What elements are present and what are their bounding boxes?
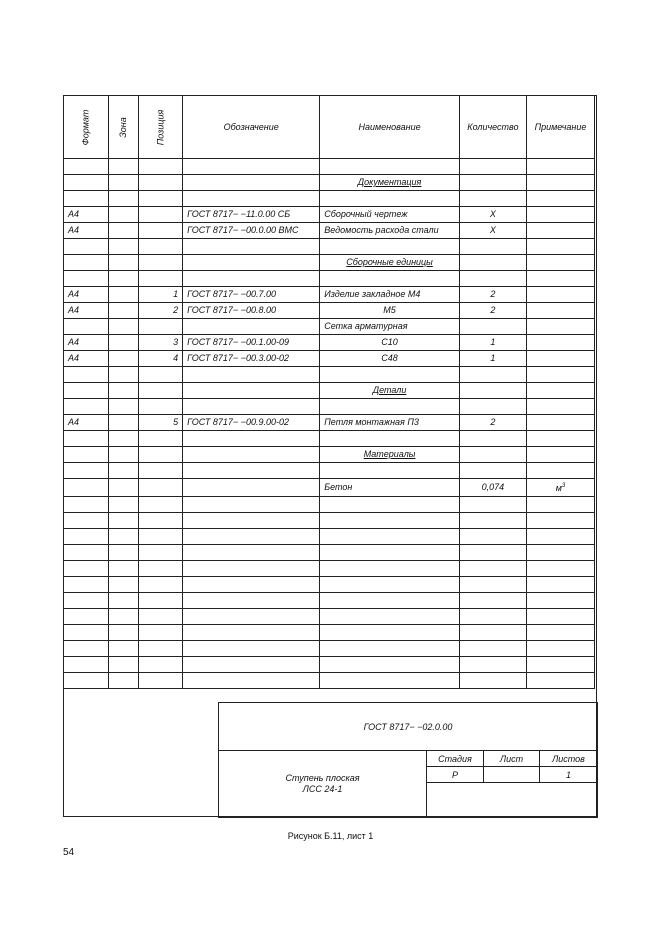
- cell-quantity: [459, 463, 526, 479]
- table-row: [64, 545, 595, 561]
- table-row: [64, 207, 595, 223]
- cell-format: [64, 447, 109, 463]
- sheet-value-cell: [483, 766, 540, 783]
- cell-designation: [183, 561, 320, 577]
- cell-designation: [183, 593, 320, 609]
- cell-format: [64, 431, 109, 447]
- cell-format: [64, 577, 109, 593]
- cell-note: [526, 335, 594, 351]
- cell-zone: [108, 577, 138, 593]
- cell-format: [64, 399, 109, 415]
- cell-zone: [108, 175, 138, 191]
- cell-format: [64, 513, 109, 529]
- cell-position: [138, 545, 183, 561]
- cell-zone: [108, 593, 138, 609]
- cell-name: [320, 513, 460, 529]
- cell-position: [138, 431, 183, 447]
- cell-format: А4: [64, 207, 109, 223]
- cell-name: [320, 625, 460, 641]
- cell-format: [64, 593, 109, 609]
- cell-name: [320, 561, 460, 577]
- cell-designation: [183, 367, 320, 383]
- header-designation: Обозначение: [183, 96, 320, 159]
- title-cell: [218, 750, 427, 818]
- cell-zone: [108, 447, 138, 463]
- cell-format: [64, 239, 109, 255]
- cell-note: [526, 415, 594, 431]
- cell-zone: [108, 255, 138, 271]
- cell-zone: [108, 431, 138, 447]
- table-row: [64, 383, 595, 399]
- cell-zone: [108, 641, 138, 657]
- cell-name: Ведомость расхода стали: [320, 223, 460, 239]
- cell-quantity: 1: [459, 335, 526, 351]
- cell-quantity: [459, 529, 526, 545]
- cell-note: [526, 159, 594, 175]
- cell-position: [138, 673, 183, 689]
- cell-zone: [108, 657, 138, 673]
- cell-note: [526, 529, 594, 545]
- cell-name: [320, 239, 460, 255]
- cell-name: [320, 673, 460, 689]
- cell-name: С48: [320, 351, 460, 367]
- cell-designation: [183, 497, 320, 513]
- cell-name: Изделие закладное М4: [320, 287, 460, 303]
- table-row: [64, 577, 595, 593]
- cell-note: [526, 657, 594, 673]
- cell-position: [138, 175, 183, 191]
- cell-format: [64, 271, 109, 287]
- cell-name: [320, 159, 460, 175]
- cell-note: [526, 383, 594, 399]
- cell-quantity: [459, 497, 526, 513]
- cell-designation: [183, 319, 320, 335]
- cell-note: [526, 561, 594, 577]
- table-row: [64, 593, 595, 609]
- cell-zone: [108, 609, 138, 625]
- cell-quantity: 2: [459, 303, 526, 319]
- organization-cell: [426, 782, 598, 818]
- cell-quantity: [459, 175, 526, 191]
- cell-note: [526, 191, 594, 207]
- cell-format: [64, 383, 109, 399]
- table-row: [64, 351, 595, 367]
- stage-value-cell: Р: [426, 766, 484, 783]
- cell-quantity: [459, 513, 526, 529]
- cell-note: [526, 673, 594, 689]
- cell-note: $м^3$: [526, 479, 594, 497]
- cell-name: Сборочные единицы: [320, 255, 460, 271]
- cell-zone: [108, 239, 138, 255]
- cell-zone: [108, 561, 138, 577]
- cell-position: [138, 271, 183, 287]
- cell-position: [138, 497, 183, 513]
- title-block: [218, 702, 598, 818]
- sheet-label-cell: Лист: [483, 750, 540, 767]
- cell-quantity: [459, 673, 526, 689]
- table-row: [64, 447, 595, 463]
- cell-quantity: Х: [459, 207, 526, 223]
- cell-note: [526, 303, 594, 319]
- cell-zone: [108, 545, 138, 561]
- cell-note: [526, 641, 594, 657]
- cell-note: [526, 577, 594, 593]
- cell-designation: ГОСТ 8717− −00.0.00 ВМС: [183, 223, 320, 239]
- title-line-1: Ступень плоская: [285, 773, 360, 783]
- cell-designation: [183, 545, 320, 561]
- table-row: [64, 271, 595, 287]
- cell-format: [64, 479, 109, 497]
- cell-format: [64, 609, 109, 625]
- cell-note: [526, 497, 594, 513]
- cell-name: [320, 191, 460, 207]
- cell-designation: [183, 271, 320, 287]
- cell-note: [526, 593, 594, 609]
- cell-quantity: [459, 625, 526, 641]
- table-row: [64, 239, 595, 255]
- cell-position: [138, 609, 183, 625]
- cell-position: [138, 399, 183, 415]
- cell-name: Сетка арматурная: [320, 319, 460, 335]
- cell-name: М5: [320, 303, 460, 319]
- cell-quantity: [459, 383, 526, 399]
- cell-zone: [108, 159, 138, 175]
- cell-zone: [108, 383, 138, 399]
- cell-zone: [108, 479, 138, 497]
- cell-name: [320, 529, 460, 545]
- cell-name: [320, 431, 460, 447]
- sheets-label-cell: Листов: [539, 750, 598, 767]
- cell-quantity: [459, 447, 526, 463]
- cell-designation: ГОСТ 8717− −00.8.00: [183, 303, 320, 319]
- cell-quantity: [459, 545, 526, 561]
- cell-zone: [108, 319, 138, 335]
- cell-designation: [183, 159, 320, 175]
- cell-position: [138, 207, 183, 223]
- cell-note: [526, 351, 594, 367]
- cell-note: [526, 367, 594, 383]
- cell-quantity: [459, 657, 526, 673]
- cell-position: [138, 239, 183, 255]
- cell-designation: [183, 191, 320, 207]
- cell-note: [526, 223, 594, 239]
- cell-format: [64, 191, 109, 207]
- table-row: [64, 175, 595, 191]
- cell-position: [138, 159, 183, 175]
- cell-zone: [108, 287, 138, 303]
- cell-position: [138, 255, 183, 271]
- cell-designation: [183, 657, 320, 673]
- cell-designation: ГОСТ 8717− −00.1.00-09: [183, 335, 320, 351]
- cell-format: А4: [64, 335, 109, 351]
- cell-designation: ГОСТ 8717− −11.0.00 СБ: [183, 207, 320, 223]
- cell-zone: [108, 497, 138, 513]
- cell-designation: [183, 625, 320, 641]
- cell-name: [320, 399, 460, 415]
- cell-position: [138, 383, 183, 399]
- cell-name: [320, 657, 460, 673]
- cell-zone: [108, 529, 138, 545]
- cell-name: [320, 577, 460, 593]
- cell-designation: [183, 255, 320, 271]
- cell-note: [526, 271, 594, 287]
- table-row: [64, 399, 595, 415]
- cell-note: [526, 239, 594, 255]
- doc-code: ГОСТ 8717− −02.0.00: [363, 722, 453, 732]
- cell-zone: [108, 367, 138, 383]
- table-row: [64, 303, 595, 319]
- cell-zone: [108, 223, 138, 239]
- cell-format: [64, 657, 109, 673]
- cell-position: [138, 447, 183, 463]
- cell-designation: ГОСТ 8717− −00.7.00: [183, 287, 320, 303]
- cell-format: [64, 367, 109, 383]
- cell-format: [64, 561, 109, 577]
- cell-name: Бетон: [320, 479, 460, 497]
- cell-note: [526, 447, 594, 463]
- cell-format: [64, 673, 109, 689]
- cell-format: [64, 159, 109, 175]
- cell-zone: [108, 351, 138, 367]
- cell-zone: [108, 335, 138, 351]
- header-quantity: Количество: [459, 96, 526, 159]
- cell-name: Детали: [320, 383, 460, 399]
- header-name: Наименование: [320, 96, 460, 159]
- cell-zone: [108, 625, 138, 641]
- cell-position: [138, 593, 183, 609]
- cell-position: 5: [138, 415, 183, 431]
- cell-note: [526, 463, 594, 479]
- cell-name: [320, 545, 460, 561]
- cell-name: [320, 609, 460, 625]
- stage-label-cell: Стадия: [426, 750, 484, 767]
- cell-position: [138, 463, 183, 479]
- figure-caption: Рисунок Б.11, лист 1: [287, 831, 374, 841]
- cell-designation: ГОСТ 8717− −00.3.00-02: [183, 351, 320, 367]
- cell-name: [320, 497, 460, 513]
- table-row: [64, 191, 595, 207]
- cell-note: [526, 609, 594, 625]
- cell-quantity: 1: [459, 351, 526, 367]
- sheets-value-cell: 1: [539, 766, 598, 783]
- cell-quantity: [459, 159, 526, 175]
- cell-quantity: Х: [459, 223, 526, 239]
- page-number: 54: [63, 847, 75, 858]
- cell-designation: [183, 577, 320, 593]
- cell-designation: [183, 479, 320, 497]
- cell-quantity: [459, 239, 526, 255]
- cell-name: [320, 641, 460, 657]
- cell-note: [526, 175, 594, 191]
- doc-code-cell: [218, 702, 598, 751]
- cell-designation: ГОСТ 8717− −00.9.00-02: [183, 415, 320, 431]
- cell-format: [64, 319, 109, 335]
- cell-designation: [183, 175, 320, 191]
- table-row: [64, 431, 595, 447]
- cell-position: [138, 513, 183, 529]
- cell-position: 4: [138, 351, 183, 367]
- cell-name: С10: [320, 335, 460, 351]
- table-row: [64, 463, 595, 479]
- cell-note: [526, 625, 594, 641]
- table-row: [64, 513, 595, 529]
- cell-designation: [183, 383, 320, 399]
- cell-position: [138, 577, 183, 593]
- table-row: [64, 529, 595, 545]
- cell-zone: [108, 399, 138, 415]
- cell-name: [320, 593, 460, 609]
- cell-zone: [108, 673, 138, 689]
- cell-quantity: [459, 431, 526, 447]
- cell-position: [138, 223, 183, 239]
- table-row: [64, 415, 595, 431]
- specification-sheet: [63, 95, 597, 817]
- cell-name: [320, 271, 460, 287]
- cell-position: [138, 657, 183, 673]
- table-row: [64, 625, 595, 641]
- cell-note: [526, 319, 594, 335]
- cell-designation: [183, 513, 320, 529]
- cell-quantity: 2: [459, 287, 526, 303]
- cell-note: [526, 513, 594, 529]
- cell-position: [138, 191, 183, 207]
- cell-quantity: [459, 609, 526, 625]
- cell-quantity: [459, 399, 526, 415]
- cell-designation: [183, 529, 320, 545]
- cell-format: [64, 529, 109, 545]
- cell-format: [64, 625, 109, 641]
- table-row: [64, 319, 595, 335]
- cell-position: [138, 529, 183, 545]
- table-row: [64, 479, 595, 497]
- cell-format: [64, 463, 109, 479]
- cell-name: [320, 463, 460, 479]
- cell-position: [138, 625, 183, 641]
- cell-position: [138, 561, 183, 577]
- cell-name: Петля монтажная П3: [320, 415, 460, 431]
- cell-format: [64, 255, 109, 271]
- cell-quantity: 2: [459, 415, 526, 431]
- cell-designation: [183, 673, 320, 689]
- cell-quantity: [459, 191, 526, 207]
- table-row: [64, 159, 595, 175]
- table-row: [64, 609, 595, 625]
- cell-zone: [108, 415, 138, 431]
- cell-name: Материалы: [320, 447, 460, 463]
- cell-position: [138, 367, 183, 383]
- header-format: Формат: [64, 96, 109, 159]
- cell-designation: [183, 641, 320, 657]
- cell-format: [64, 175, 109, 191]
- cell-quantity: [459, 561, 526, 577]
- cell-designation: [183, 609, 320, 625]
- cell-format: А4: [64, 223, 109, 239]
- cell-format: А4: [64, 415, 109, 431]
- cell-zone: [108, 463, 138, 479]
- cell-quantity: [459, 271, 526, 287]
- cell-position: 2: [138, 303, 183, 319]
- table-row: [64, 657, 595, 673]
- cell-name: [320, 367, 460, 383]
- cell-designation: [183, 239, 320, 255]
- table-header: [64, 96, 595, 159]
- header-note: Примечание: [526, 96, 594, 159]
- cell-note: [526, 207, 594, 223]
- cell-note: [526, 255, 594, 271]
- cell-zone: [108, 513, 138, 529]
- cell-note: [526, 287, 594, 303]
- cell-format: [64, 497, 109, 513]
- cell-designation: [183, 399, 320, 415]
- cell-name: Документация: [320, 175, 460, 191]
- cell-note: [526, 431, 594, 447]
- table-row: [64, 641, 595, 657]
- cell-format: А4: [64, 351, 109, 367]
- cell-format: А4: [64, 287, 109, 303]
- header-position: Позиция: [138, 96, 183, 159]
- cell-position: [138, 319, 183, 335]
- cell-position: [138, 479, 183, 497]
- table-row: [64, 255, 595, 271]
- title-line-2: ЛСС 24-1: [302, 784, 343, 794]
- table-row: [64, 367, 595, 383]
- cell-quantity: [459, 255, 526, 271]
- cell-format: [64, 545, 109, 561]
- cell-quantity: [459, 577, 526, 593]
- cell-name: Сборочный чертеж: [320, 207, 460, 223]
- table-row: [64, 335, 595, 351]
- cell-quantity: [459, 593, 526, 609]
- cell-designation: [183, 431, 320, 447]
- cell-quantity: [459, 319, 526, 335]
- table-row: [64, 287, 595, 303]
- cell-position: 1: [138, 287, 183, 303]
- cell-quantity: [459, 641, 526, 657]
- cell-zone: [108, 303, 138, 319]
- header-zone: Зона: [108, 96, 138, 159]
- specification-table: [63, 95, 595, 689]
- table-row: [64, 223, 595, 239]
- table-row: [64, 497, 595, 513]
- table-row: [64, 673, 595, 689]
- cell-zone: [108, 191, 138, 207]
- cell-position: 3: [138, 335, 183, 351]
- cell-position: [138, 641, 183, 657]
- cell-zone: [108, 207, 138, 223]
- cell-quantity: 0,074: [459, 479, 526, 497]
- cell-zone: [108, 271, 138, 287]
- cell-quantity: [459, 367, 526, 383]
- cell-note: [526, 399, 594, 415]
- cell-designation: [183, 463, 320, 479]
- cell-format: А4: [64, 303, 109, 319]
- table-row: [64, 561, 595, 577]
- cell-note: [526, 545, 594, 561]
- cell-designation: [183, 447, 320, 463]
- cell-format: [64, 641, 109, 657]
